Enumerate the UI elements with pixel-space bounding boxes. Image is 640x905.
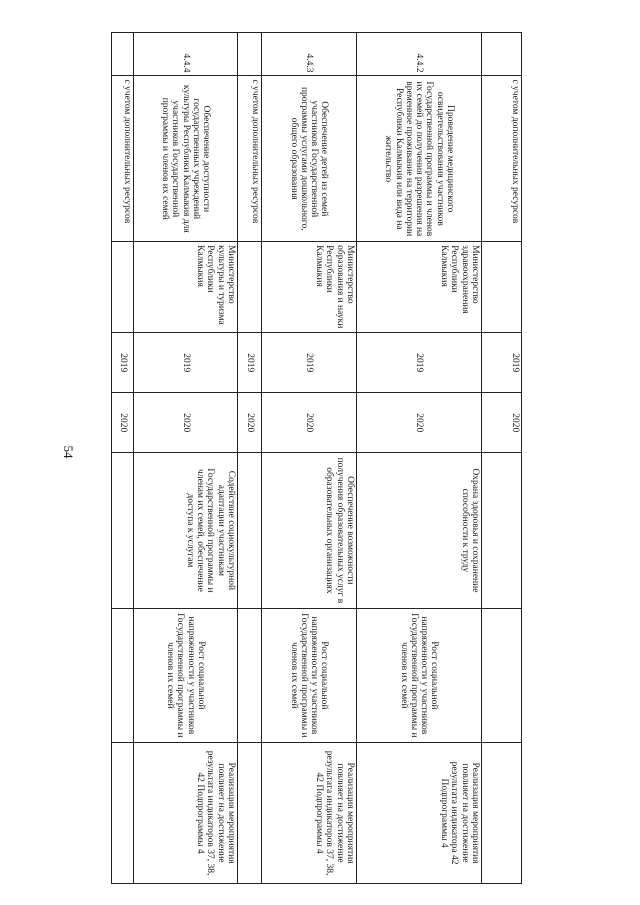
cell-result (112, 453, 134, 608)
cell-link (482, 743, 522, 884)
cell-activity: с учетом дополнительных ресурсов (482, 76, 522, 242)
cell-year-end: 2020 (238, 393, 262, 453)
cell-num: 4.4.2 (357, 33, 482, 76)
rotated-table (112, 32, 522, 884)
table-row (262, 33, 357, 884)
cell-num (482, 33, 522, 76)
cell-year-start: 2019 (134, 333, 238, 393)
table-frame (112, 32, 522, 884)
cell-year-start: 2019 (357, 333, 482, 393)
cell-result: Охрана здоровья и сохранение способности к труду (357, 453, 482, 608)
cell-year-start: 2019 (112, 333, 134, 393)
table-row (357, 33, 482, 884)
cell-executor: Министерство здравоохранения Республики Калмыкия (357, 242, 482, 333)
cell-activity: с учетом дополнительных ресурсов (112, 76, 134, 242)
table-row (238, 33, 262, 884)
cell-year-start: 2019 (262, 333, 357, 393)
cell-executor (238, 242, 262, 333)
cell-executor (482, 242, 522, 333)
cell-num: 4.4.4 (134, 33, 238, 76)
table-row (482, 33, 522, 884)
page-number: 54 (61, 445, 76, 459)
cell-activity: с учетом дополнительных ресурсов (238, 76, 262, 242)
cell-result: Содействие социокультурной адаптации участникам Государственной программы и членам их семей, обеспечение доступа к услугам (134, 453, 238, 608)
cell-consequence (238, 608, 262, 743)
cell-result: Обеспечение возможности получения образовательных услуг в образовательных организациях (262, 453, 357, 608)
cell-year-start: 2019 (238, 333, 262, 393)
cell-year-end: 2020 (134, 393, 238, 453)
cell-year-end: 2020 (112, 393, 134, 453)
cell-num (238, 33, 262, 76)
cell-result (238, 453, 262, 608)
cell-num: 4.4.3 (262, 33, 357, 76)
cell-activity: Проведение медицинского освидетельствования участников Государственной программы и членов их семей до получения разрешения на временное проживание на территории Республики Калмыкия или вида на жительство (357, 76, 482, 242)
cell-executor: Министерство культуры и туризма Республики Калмыкия (134, 242, 238, 333)
cell-activity: Обеспечение детей из семей участников Государственной программы услугами дошкольного, общего образования (262, 76, 357, 242)
cell-link: Реализация мероприятия повлияет на достижение результата индикатора 42 Подпрограммы 4 (357, 743, 482, 884)
cell-executor: Министерство образования и науки Республики Калмыкия (262, 242, 357, 333)
cell-consequence: Рост социальной напряженности у участников Государственной программы и членов их семей (134, 608, 238, 743)
cell-consequence: Рост социальной напряженности у участников Государственной программы и членов их семей (357, 608, 482, 743)
cell-year-start: 2019 (482, 333, 522, 393)
cell-year-end: 2020 (262, 393, 357, 453)
cell-num (112, 33, 134, 76)
cell-consequence (112, 608, 134, 743)
measures-table (111, 32, 522, 884)
cell-activity: Обеспечение доступности государственных учреждений культуры Республики Калмыкия для участников Государственной программы и членов их семей (134, 76, 238, 242)
cell-link (112, 743, 134, 884)
cell-consequence: Рост социальной напряженности у участников Государственной программы и членов их семей (262, 608, 357, 743)
cell-link: Реализация мероприятия повлияет на достижение результата индикаторов 37, 38, 42 Подпрограммы 4 (262, 743, 357, 884)
table-row (112, 33, 134, 884)
cell-link (238, 743, 262, 884)
table-row (134, 33, 238, 884)
cell-year-end: 2020 (357, 393, 482, 453)
cell-year-end: 2020 (482, 393, 522, 453)
cell-link: Реализация мероприятия повлияет на достижение результата индикаторов 37, 38, 42 Подпрограммы 4 (134, 743, 238, 884)
cell-result (482, 453, 522, 608)
cell-consequence (482, 608, 522, 743)
cell-executor (112, 242, 134, 333)
